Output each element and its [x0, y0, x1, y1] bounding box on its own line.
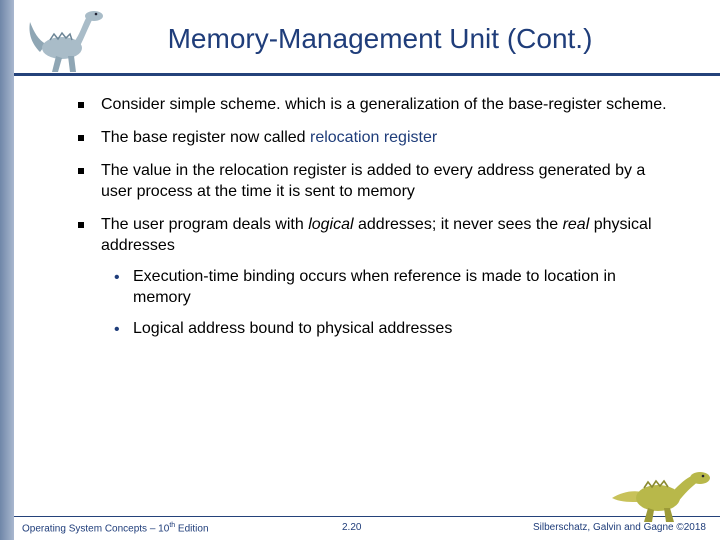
dinosaur-footer-icon: [608, 462, 712, 524]
bullet-text: The base register now called: [101, 129, 310, 146]
subbullet-item-2: [78, 318, 678, 339]
dot-bullet-icon: •: [114, 269, 120, 286]
bullet-text: physical addresses: [101, 216, 652, 254]
square-bullet-icon: [78, 222, 84, 228]
bullet-item-1: [78, 94, 678, 115]
title-underline: [14, 73, 720, 76]
relocation-register-highlight: relocation register: [310, 129, 438, 146]
bullet-list: [78, 94, 678, 339]
logical-emphasis: logical: [308, 216, 354, 233]
subbullet-text: Execution-time binding occurs when reference is made to location in memory: [133, 268, 616, 306]
bullet-text: The user program deals with: [101, 216, 309, 233]
subbullet-text: Logical address bound to physical addresses: [133, 320, 453, 337]
square-bullet-icon: [78, 135, 84, 141]
real-emphasis: real: [562, 216, 590, 233]
footer-edition-text: Edition: [175, 523, 209, 535]
slide-title: Memory-Management Unit (Cont.): [167, 23, 593, 54]
footer-edition-sup: th: [169, 522, 176, 529]
bullet-item-3: [78, 160, 678, 202]
page-number: 2.20: [342, 522, 362, 533]
dot-bullet-icon: •: [114, 321, 120, 338]
subbullet-item-1: [78, 266, 678, 308]
footer-book-title: [22, 522, 209, 534]
bullet-text: addresses; it never sees the: [353, 216, 563, 233]
left-decorative-bar: [0, 0, 14, 540]
dinosaur-icon: [22, 4, 112, 76]
footer-book-title-text: Operating System Concepts – 10: [22, 523, 170, 535]
bullet-text: The value in the relocation register is added to every address generated by a user process at the time it is sent to memory: [101, 162, 646, 200]
bullet-item-2: [78, 127, 678, 148]
square-bullet-icon: [78, 168, 84, 174]
bullet-text: Consider simple scheme. which is a generalization of the base-register scheme.: [101, 96, 667, 113]
bullet-item-4: [78, 214, 678, 256]
square-bullet-icon: [78, 102, 84, 108]
footer-authors: Silberschatz, Galvin and Gagne ©2018: [532, 522, 706, 533]
